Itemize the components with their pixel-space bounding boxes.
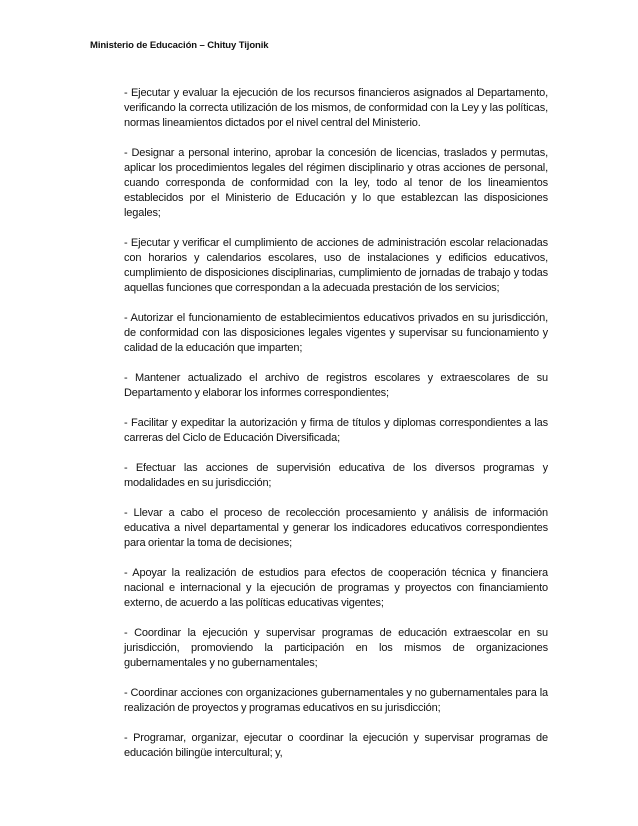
document-body: [124, 86, 548, 776]
paragraph-1: - Ejecutar y evaluar la ejecución de los recursos financieros asignados al Departamento, verificando la correcta utilización de los mismos, de conformidad con la Ley y las políticas, normas lineamientos dictados por el nivel central del Ministerio.: [124, 87, 548, 129]
paragraph-12: - Programar, organizar, ejecutar o coordinar la ejecución y supervisar programas de educación bilingüe intercultural; y,: [124, 732, 548, 759]
paragraph-7: - Efectuar las acciones de supervisión educativa de los diversos programas y modalidades en su jurisdicción;: [124, 462, 548, 489]
paragraph-2: - Designar a personal interino, aprobar la concesión de licencias, traslados y permutas, aplicar los procedimientos legales del régimen disciplinario y otras acciones de personal, cuando corresponda de conformidad con la ley, todo al tenor de los lineamientos establecidos por el Ministerio de Educación y lo que establezcan las disposiciones legales;: [124, 147, 548, 219]
paragraph-4: - Autorizar el funcionamiento de establecimientos educativos privados en su jurisdicción, de conformidad con las disposiciones legales vigentes y supervisar su funcionamiento y calidad de la educación que imparten;: [124, 312, 548, 354]
paragraph-11: - Coordinar acciones con organizaciones gubernamentales y no gubernamentales para la realización de proyectos y programas educativos en su jurisdicción;: [124, 687, 548, 714]
paragraph-10: - Coordinar la ejecución y supervisar programas de educación extraescolar en su jurisdicción, promoviendo la participación en los mismos de organizaciones gubernamentales y no gubernamentales;: [124, 627, 548, 669]
page-header: Ministerio de Educación – Chituy Tijonik: [90, 40, 269, 51]
paragraph-5: - Mantener actualizado el archivo de registros escolares y extraescolares de su Departamento y elaborar los informes correspondientes;: [124, 372, 548, 399]
paragraph-3: - Ejecutar y verificar el cumplimiento de acciones de administración escolar relacionadas con horarios y calendarios escolares, uso de instalaciones y edificios educativos, cumplimiento de disposiciones disciplinarias, cumplimiento de jornadas de trabajo y todas aquellas funciones que correspondan a la adecuada prestación de los servicios;: [124, 237, 548, 294]
paragraph-6: - Facilitar y expeditar la autorización y firma de títulos y diplomas correspondientes a las carreras del Ciclo de Educación Diversificada;: [124, 417, 548, 444]
paragraph-8: - Llevar a cabo el proceso de recolección procesamiento y análisis de información educativa a nivel departamental y generar los indicadores educativos correspondientes para orientar la toma de decisiones;: [124, 507, 548, 549]
paragraph-9: - Apoyar la realización de estudios para efectos de cooperación técnica y financiera nacional e internacional y la ejecución de programas y proyectos con financiamiento externo, de acuerdo a las políticas educativas vigentes;: [124, 567, 548, 609]
